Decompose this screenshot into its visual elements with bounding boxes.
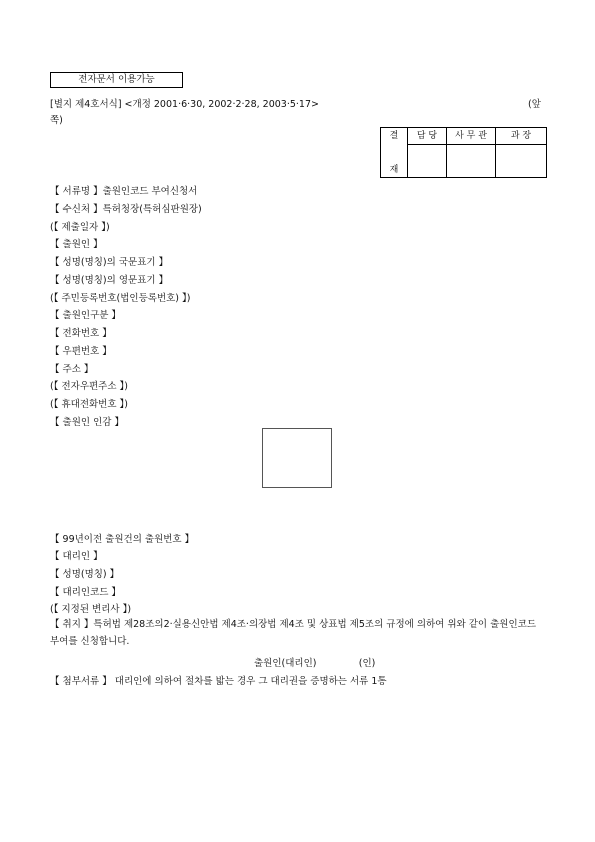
field-name-en[interactable]: 【 성명(명칭)의 영문표기 】	[50, 275, 169, 286]
approval-cell-officer[interactable]	[447, 145, 496, 178]
field-resident-number[interactable]: (【 주민등록번호(법인등록번호) 】)	[50, 293, 191, 304]
approval-table	[380, 127, 547, 178]
field-attachment: 【 첨부서류 】 대리인에 의하여 절차를 밟는 경우 그 대리권을 증명하는 서류 1통	[50, 676, 387, 687]
field-seal: 【 출원인 인감 】	[50, 417, 124, 428]
approval-cell-staff[interactable]	[408, 145, 447, 178]
field-agent: 【 대리인 】	[50, 551, 103, 562]
field-doc-name: 【 서류명 】출원인코드 부여신청서	[50, 186, 198, 197]
field-address[interactable]: 【 주소 】	[50, 364, 94, 375]
field-pre99-app-number[interactable]: 【 99년이전 출원건의 출원번호 】	[50, 534, 195, 545]
field-postal-code[interactable]: 【 우편번호 】	[50, 346, 112, 357]
approval-label-top: 결	[389, 130, 399, 141]
field-recipient: 【 수신처 】특허청장(특허심판원장)	[50, 204, 202, 215]
field-name-kr[interactable]: 【 성명(명칭)의 국문표기 】	[50, 257, 169, 268]
approval-label	[381, 128, 408, 178]
field-agent-code[interactable]: 【 대리인코드 】	[50, 587, 121, 598]
field-phone[interactable]: 【 전화번호 】	[50, 328, 112, 339]
field-submit-date[interactable]: (【 제출일자 】)	[50, 222, 110, 233]
electronic-doc-badge: 전자문서 이용가능	[50, 72, 183, 88]
field-purpose: 【 취지 】특허법 제28조의2·실용신안법 제4조·의장법 제4조 및 상표법 제5조의 규정에 의하여 위와 같이 출원인코드 부여를 신청합니다.	[50, 619, 536, 647]
field-designated-attorney[interactable]: (【 지정된 변리사 】)	[50, 604, 132, 615]
field-applicant-type[interactable]: 【 출원인구분 】	[50, 310, 121, 321]
approval-col-officer: 사 무 관	[447, 128, 496, 145]
approval-col-chief: 과 장	[496, 128, 547, 145]
field-applicant: 【 출원인 】	[50, 239, 103, 250]
signature-line: 출원인(대리인) (인)	[254, 658, 376, 669]
field-email[interactable]: (【 전자우편주소 】)	[50, 381, 129, 392]
seal-stamp-box[interactable]	[262, 428, 332, 488]
approval-cell-chief[interactable]	[496, 145, 547, 178]
field-agent-name[interactable]: 【 성명(명칭) 】	[50, 569, 120, 580]
field-mobile[interactable]: (【 휴대전화번호 】)	[50, 399, 129, 410]
approval-label-bottom: 재	[389, 164, 399, 175]
approval-col-staff: 담 당	[408, 128, 447, 145]
page-side-label: (앞	[528, 99, 541, 110]
page-side-label-cont: 쪽)	[50, 115, 63, 126]
form-header: [별지 제4호서식] <개정 2001·6·30, 2002·2·28, 2003·5·17>	[50, 99, 319, 110]
